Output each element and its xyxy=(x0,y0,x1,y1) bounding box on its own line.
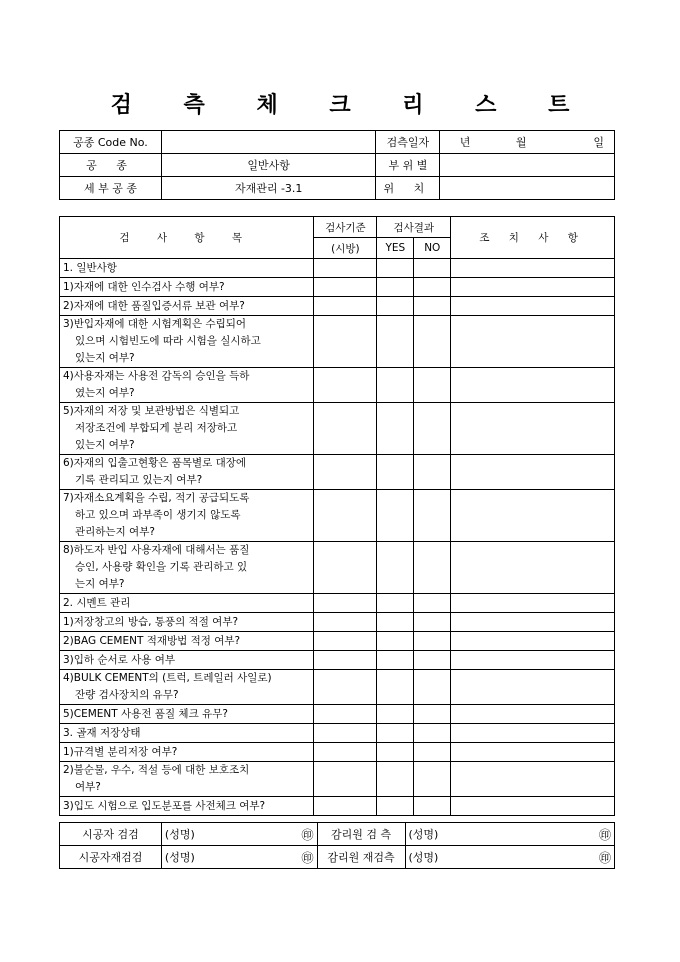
code-value[interactable] xyxy=(161,131,376,154)
check-action-cell[interactable] xyxy=(451,651,615,670)
check-item-text: 3)반입자재에 대한 시험계획은 수립되어 있으며 시험빈도에 따라 시험을 실시하고 있는지 여부? xyxy=(60,316,314,368)
check-no-cell[interactable] xyxy=(414,743,451,762)
check-no-cell[interactable] xyxy=(414,632,451,651)
check-item-text: 5)CEMENT 사용전 품질 체크 유무? xyxy=(60,705,314,724)
name-label: (성명) xyxy=(164,850,195,864)
check-action-cell[interactable] xyxy=(451,490,615,542)
check-item-text: 3)입하 순서로 사용 여부 xyxy=(60,651,314,670)
header-row-code xyxy=(60,131,615,154)
checklist-row xyxy=(60,705,615,724)
checklist-row xyxy=(60,594,615,613)
check-yes-cell[interactable] xyxy=(377,594,414,613)
checklist-row xyxy=(60,762,615,797)
checklist-row xyxy=(60,259,615,278)
check-standard-cell[interactable] xyxy=(314,651,377,670)
check-yes-cell[interactable] xyxy=(377,455,414,490)
check-item-text: 2. 시멘트 관리 xyxy=(60,594,314,613)
check-item-text: 3. 골재 저장상태 xyxy=(60,724,314,743)
header-row-work xyxy=(60,154,615,177)
check-standard-cell[interactable] xyxy=(314,403,377,455)
check-yes-cell[interactable] xyxy=(377,278,414,297)
checklist-row xyxy=(60,724,615,743)
check-yes-cell[interactable] xyxy=(377,797,414,816)
check-yes-cell[interactable] xyxy=(377,762,414,797)
location-label: 위 치 xyxy=(376,177,440,200)
checklist-row xyxy=(60,455,615,490)
check-yes-cell[interactable] xyxy=(377,403,414,455)
check-yes-cell[interactable] xyxy=(377,651,414,670)
col-item-header: 검 사 항 목 xyxy=(60,217,314,259)
check-no-cell[interactable] xyxy=(414,259,451,278)
checklist-row xyxy=(60,490,615,542)
check-yes-cell[interactable] xyxy=(377,542,414,594)
check-no-cell[interactable] xyxy=(414,542,451,594)
check-action-cell[interactable] xyxy=(451,594,615,613)
check-action-cell[interactable] xyxy=(451,455,615,490)
check-item-text: 6)자재의 입출고현황은 품목별로 대장에 기록 관리되고 있는지 여부? xyxy=(60,455,314,490)
check-action-cell[interactable] xyxy=(451,368,615,403)
header-table xyxy=(59,130,615,200)
check-item-text: 7)자재소요계획을 수립, 적기 공급되도록 하고 있으며 과부족이 생기지 않도록 관리하는지 여부? xyxy=(60,490,314,542)
checklist-row xyxy=(60,670,615,705)
check-action-cell[interactable] xyxy=(451,278,615,297)
checklist-row xyxy=(60,542,615,594)
signature-row xyxy=(60,846,615,869)
check-standard-cell[interactable] xyxy=(314,594,377,613)
check-no-cell[interactable] xyxy=(414,368,451,403)
check-standard-cell[interactable] xyxy=(314,743,377,762)
checklist-row xyxy=(60,743,615,762)
signature-row xyxy=(60,823,615,846)
check-action-cell[interactable] xyxy=(451,797,615,816)
check-action-cell[interactable] xyxy=(451,403,615,455)
check-no-cell[interactable] xyxy=(414,724,451,743)
check-action-cell[interactable] xyxy=(451,542,615,594)
check-action-cell[interactable] xyxy=(451,316,615,368)
check-yes-cell[interactable] xyxy=(377,670,414,705)
col-result-header: 검사결과 xyxy=(377,217,451,238)
seal-icon: ㊞ xyxy=(598,850,611,865)
seal-icon: ㊞ xyxy=(301,827,314,842)
check-standard-cell[interactable] xyxy=(314,670,377,705)
check-action-cell[interactable] xyxy=(451,613,615,632)
check-no-cell[interactable] xyxy=(414,797,451,816)
check-action-cell[interactable] xyxy=(451,705,615,724)
col-std-sub: (시방) xyxy=(314,238,377,259)
check-item-text: 1)규격별 분리저장 여부? xyxy=(60,743,314,762)
check-yes-cell[interactable] xyxy=(377,743,414,762)
checklist-row xyxy=(60,632,615,651)
check-no-cell[interactable] xyxy=(414,455,451,490)
contractor-reinspect-sign[interactable] xyxy=(161,846,317,869)
checklist-row xyxy=(60,403,615,455)
check-item-text: 5)자재의 저장 및 보관방법은 식별되고 저장조건에 부합되게 분리 저장하고 있는지 여부? xyxy=(60,403,314,455)
check-action-cell[interactable] xyxy=(451,762,615,797)
supervisor-reinspect-sign[interactable] xyxy=(405,846,615,869)
part-value[interactable] xyxy=(440,154,615,177)
check-yes-cell[interactable] xyxy=(377,259,414,278)
detail-type-value: 자재관리 -3.1 xyxy=(161,177,376,200)
seal-icon: ㊞ xyxy=(598,827,611,842)
check-standard-cell[interactable] xyxy=(314,316,377,368)
check-no-cell[interactable] xyxy=(414,762,451,797)
checklist-row xyxy=(60,368,615,403)
check-no-cell[interactable] xyxy=(414,297,451,316)
check-item-text: 2)BAG CEMENT 적재방법 적정 여부? xyxy=(60,632,314,651)
check-action-cell[interactable] xyxy=(451,743,615,762)
checklist-table xyxy=(59,216,615,816)
check-yes-cell[interactable] xyxy=(377,632,414,651)
supervisor-reinspect-label: 감리원 재검측 xyxy=(317,846,405,869)
check-yes-cell[interactable] xyxy=(377,297,414,316)
check-yes-cell[interactable] xyxy=(377,613,414,632)
header-row-detail xyxy=(60,177,615,200)
checklist-header-row xyxy=(60,217,615,238)
work-type-label: 공 종 xyxy=(60,154,162,177)
checklist-row xyxy=(60,316,615,368)
col-yes-header: YES xyxy=(377,238,414,259)
check-standard-cell[interactable] xyxy=(314,613,377,632)
check-yes-cell[interactable] xyxy=(377,705,414,724)
checklist-row xyxy=(60,297,615,316)
check-item-text: 4)사용자재는 사용전 감독의 승인을 득하 였는지 여부? xyxy=(60,368,314,403)
check-standard-cell[interactable] xyxy=(314,490,377,542)
contractor-reinspect-label: 시공자재검검 xyxy=(60,846,162,869)
seal-icon: ㊞ xyxy=(301,850,314,865)
check-yes-cell[interactable] xyxy=(377,316,414,368)
check-item-text: 2)불순물, 우수, 적설 등에 대한 보호조치 여부? xyxy=(60,762,314,797)
check-standard-cell[interactable] xyxy=(314,278,377,297)
check-no-cell[interactable] xyxy=(414,403,451,455)
contractor-inspect-label: 시공자 검검 xyxy=(60,823,162,846)
supervisor-inspect-label: 감리원 검 측 xyxy=(317,823,405,846)
page-title: 검 측 체 크 리 스 트 xyxy=(110,92,592,118)
check-standard-cell[interactable] xyxy=(314,724,377,743)
check-yes-cell[interactable] xyxy=(377,490,414,542)
date-day[interactable]: 일 xyxy=(553,131,615,154)
check-standard-cell[interactable] xyxy=(314,259,377,278)
check-item-text: 4)BULK CEMENT의 (트럭, 트레일러 사일로) 잔량 검사장치의 유무? xyxy=(60,670,314,705)
check-action-cell[interactable] xyxy=(451,297,615,316)
location-value[interactable] xyxy=(440,177,615,200)
date-year[interactable]: 년 xyxy=(440,131,490,154)
name-label: (성명) xyxy=(408,850,439,864)
check-no-cell[interactable] xyxy=(414,705,451,724)
check-standard-cell[interactable] xyxy=(314,297,377,316)
check-standard-cell[interactable] xyxy=(314,797,377,816)
check-no-cell[interactable] xyxy=(414,670,451,705)
col-action-header: 조 치 사 항 xyxy=(451,217,615,259)
detail-type-label: 세 부 공 종 xyxy=(60,177,162,200)
check-no-cell[interactable] xyxy=(414,490,451,542)
checklist-row xyxy=(60,278,615,297)
name-label: (성명) xyxy=(408,827,439,841)
check-no-cell[interactable] xyxy=(414,613,451,632)
check-no-cell[interactable] xyxy=(414,278,451,297)
check-yes-cell[interactable] xyxy=(377,724,414,743)
code-label: 공종 Code No. xyxy=(60,131,162,154)
supervisor-inspect-sign[interactable] xyxy=(405,823,615,846)
check-action-cell[interactable] xyxy=(451,670,615,705)
check-action-cell[interactable] xyxy=(451,724,615,743)
col-no-header: NO xyxy=(414,238,451,259)
checklist-row xyxy=(60,613,615,632)
check-no-cell[interactable] xyxy=(414,594,451,613)
checklist-row xyxy=(60,797,615,816)
check-action-cell[interactable] xyxy=(451,259,615,278)
check-standard-cell[interactable] xyxy=(314,632,377,651)
check-standard-cell[interactable] xyxy=(314,542,377,594)
date-label: 검측일자 xyxy=(376,131,440,154)
check-yes-cell[interactable] xyxy=(377,368,414,403)
contractor-inspect-sign[interactable] xyxy=(161,823,317,846)
check-item-text: 3)입도 시험으로 입도분포를 사전체크 여부? xyxy=(60,797,314,816)
check-standard-cell[interactable] xyxy=(314,762,377,797)
check-item-text: 8)하도자 반입 사용자재에 대해서는 품질 승인, 사용량 확인을 기록 관리하고 있 는지 여부? xyxy=(60,542,314,594)
check-standard-cell[interactable] xyxy=(314,368,377,403)
check-item-text: 1)자재에 대한 인수검사 수행 여부? xyxy=(60,278,314,297)
checklist-body xyxy=(60,259,615,816)
check-item-text: 1)저장창고의 방습, 통풍의 적절 여부? xyxy=(60,613,314,632)
part-label: 부 위 별 xyxy=(376,154,440,177)
work-type-value: 일반사항 xyxy=(161,154,376,177)
check-no-cell[interactable] xyxy=(414,651,451,670)
col-std-header: 검사기준 xyxy=(314,217,377,238)
signature-table xyxy=(59,822,615,869)
check-no-cell[interactable] xyxy=(414,316,451,368)
check-standard-cell[interactable] xyxy=(314,455,377,490)
check-action-cell[interactable] xyxy=(451,632,615,651)
name-label: (성명) xyxy=(164,827,195,841)
check-item-text: 2)자재에 대한 품질입증서류 보관 여부? xyxy=(60,297,314,316)
check-item-text: 1. 일반사항 xyxy=(60,259,314,278)
date-month[interactable]: 월 xyxy=(490,131,553,154)
checklist-row xyxy=(60,651,615,670)
check-standard-cell[interactable] xyxy=(314,705,377,724)
